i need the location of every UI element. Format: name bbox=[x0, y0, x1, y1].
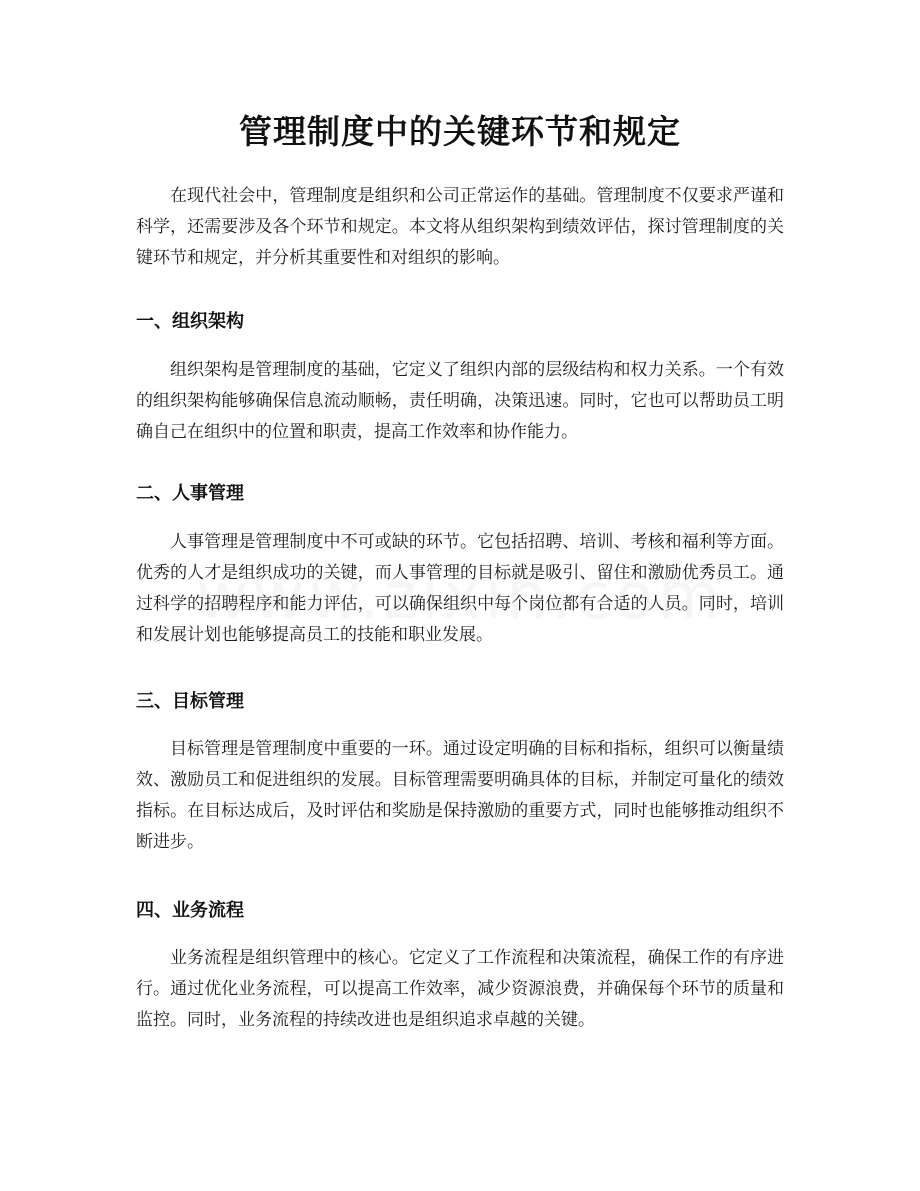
section-body-1-block bbox=[136, 355, 784, 448]
section-paragraph: 目标管理是管理制度中重要的一环。通过设定明确的目标和指标，组织可以衡量绩效、激励员工和促进组织的发展。目标管理需要明确具体的目标，并制定可量化的绩效指标。在目标达成后，及时评估和奖励是保持激励的重要方式，同时也能够推动组织不断进步。 bbox=[136, 739, 784, 852]
section-paragraph: 组织架构是管理制度的基础，它定义了组织内部的层级结构和权力关系。一个有效的组织架构能够确保信息流动顺畅，责任明确，决策迅速。同时，它也可以帮助员工明确自己在组织中的位置和职责，提高工作效率和协作能力。 bbox=[136, 360, 784, 442]
section-paragraph: 业务流程是组织管理中的核心。它定义了工作流程和决策流程，确保工作的有序进行。通过优化业务流程，可以提高工作效率，减少资源浪费，并确保每个环节的质量和监控。同时，业务流程的持续改进也是组织追求卓越的关键。 bbox=[136, 948, 784, 1030]
section-heading-2-block bbox=[136, 479, 784, 509]
section-heading: 四、业务流程 bbox=[136, 900, 244, 921]
section-heading-3-block bbox=[136, 687, 784, 717]
section-body-3-block bbox=[136, 734, 784, 858]
section-heading: 三、目标管理 bbox=[136, 691, 244, 712]
intro-block bbox=[136, 181, 784, 274]
intro-paragraph: 在现代社会中，管理制度是组织和公司正常运作的基础。管理制度不仅要求严谨和科学，还需要涉及各个环节和规定。本文将从组织架构到绩效评估，探讨管理制度的关键环节和规定，并分析其重要性和对组织的影响。 bbox=[136, 186, 784, 268]
section-body-2-block bbox=[136, 527, 784, 651]
section-paragraph: 人事管理是管理制度中不可或缺的环节。它包括招聘、培训、考核和福利等方面。优秀的人才是组织成功的关键，而人事管理的目标就是吸引、留住和激励优秀员工。通过科学的招聘程序和能力评估，可以确保组织中每个岗位都有合适的人员。同时，培训和发展计划也能够提高员工的技能和职业发展。 bbox=[136, 532, 784, 645]
section-heading-4-block bbox=[136, 896, 784, 926]
document-title: 管理制度中的关键环节和规定 bbox=[239, 112, 681, 151]
section-heading-1-block bbox=[136, 307, 784, 337]
section-heading: 一、组织架构 bbox=[136, 311, 244, 332]
section-body-4-block bbox=[136, 943, 784, 1036]
section-heading: 二、人事管理 bbox=[136, 483, 244, 504]
